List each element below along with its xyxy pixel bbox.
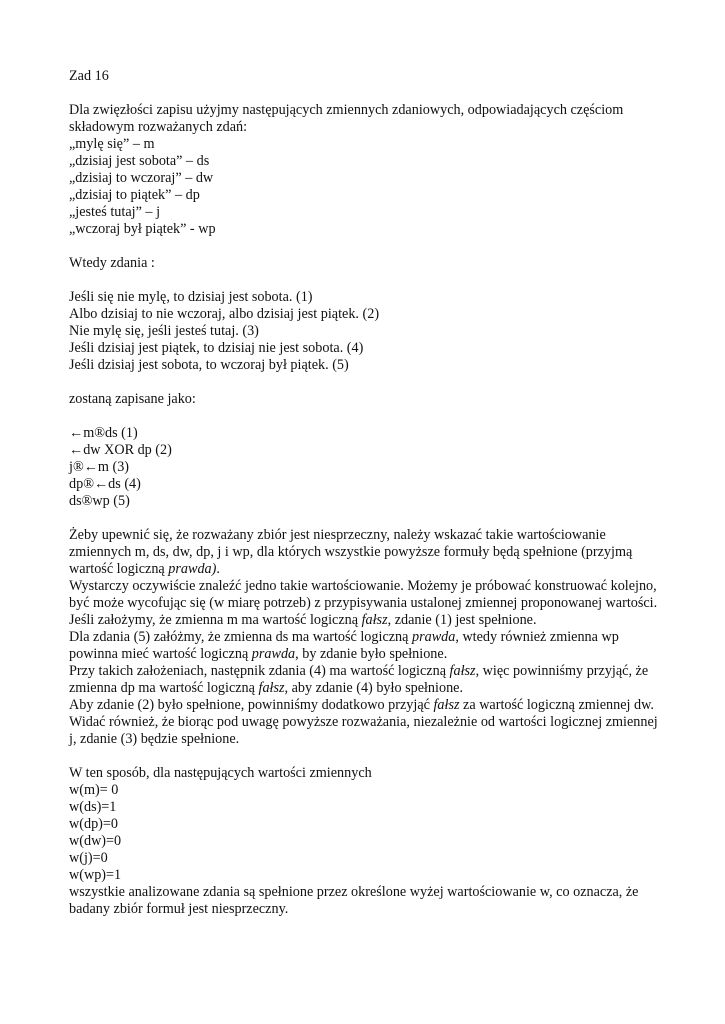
formula-item: ←dw XOR dp (2): [69, 442, 172, 458]
sentence-item: Albo dzisiaj to nie wczoraj, albo dzisiaj jest piątek. (2): [69, 306, 380, 322]
italic-term: fałsz: [433, 697, 460, 713]
paragraph-text: Dla zdania (5) załóżmy, że zmienna ds ma wartość logiczną: [69, 629, 412, 645]
spacer: [69, 374, 665, 391]
spacer: [69, 408, 665, 425]
written-as-label: zostaną zapisane jako:: [69, 391, 196, 407]
italic-term: prawda: [411, 629, 456, 645]
paragraph-text: Przy takich założeniach, następnik zdania (4) ma wartość logiczną: [69, 663, 450, 679]
italic-term: fałsz: [449, 663, 476, 679]
paragraph: Wystarczy oczywiście znaleźć jedno takie wartościowanie. Możemy je próbować konstruować kolejno, być może wycofując się (w miarę potrzeb) z przypisywania ustalonej zmiennej proponowanej wartości.: [69, 578, 658, 611]
italic-term: prawda: [251, 646, 296, 662]
formula-item: dp®←ds (4): [69, 476, 141, 492]
value-item: w(m)= 0: [69, 782, 119, 798]
spacer: [69, 272, 665, 289]
value-item: w(wp)=1: [69, 867, 122, 883]
paragraph-text: .: [216, 561, 220, 577]
italic-term: prawda): [168, 561, 217, 577]
value-item: w(dp)=0: [69, 816, 118, 832]
value-item: w(dw)=0: [69, 833, 122, 849]
formula-item: ds®wp (5): [69, 493, 130, 509]
paragraph-text: , aby zdanie (4) było spełnione.: [284, 680, 464, 696]
value-item: w(j)=0: [69, 850, 108, 866]
sentence-item: Jeśli się nie mylę, to dzisiaj jest sobota. (1): [69, 289, 313, 305]
paragraph: [69, 612, 665, 629]
variable-item: „dzisiaj to piątek” – dp: [69, 187, 200, 203]
paragraph-text: Żeby upewnić się, że rozważany zbiór jest niesprzeczny, należy wskazać takie wartościowanie zmiennych m, ds, dw, dp, j i wp, dla których wszystkie powyższe formuły będą spełnione (przyjmą wartość logiczną: [69, 527, 633, 577]
value-list: [69, 782, 665, 884]
value-item: w(ds)=1: [69, 799, 117, 815]
conclusion-paragraph: wszystkie analizowane zdania są spełnione przez określone wyżej wartościowanie w, co oznacza, że badany zbiór formuł jest niesprzeczny.: [69, 884, 639, 917]
paragraph: [69, 663, 665, 697]
variable-item: „wczoraj był piątek” - wp: [69, 221, 216, 237]
sentence-item: Nie mylę się, jeśli jesteś tutaj. (3): [69, 323, 259, 339]
variable-item: „mylę się” – m: [69, 136, 155, 152]
italic-term: fałsz: [361, 612, 388, 628]
formula-item: ←m®ds (1): [69, 425, 138, 441]
paragraph: [69, 527, 665, 578]
variable-item: „dzisiaj to wczoraj” – dw: [69, 170, 214, 186]
paragraph-text: Jeśli założymy, że zmienna m ma wartość logiczną: [69, 612, 362, 628]
paragraph: [69, 697, 665, 714]
intro-paragraph: Dla zwięzłości zapisu użyjmy następujących zmiennych zdaniowych, odpowiadających częściom składowym rozważanych zdań:: [69, 102, 624, 135]
italic-term: fałsz: [258, 680, 285, 696]
sentence-list: [69, 289, 665, 374]
values-intro: W ten sposób, dla następujących wartości zmiennych: [69, 765, 372, 781]
paragraph: [69, 629, 665, 663]
paragraph-text: , więc powinniśmy przyjąć, że zmienna dp ma wartość logiczną: [69, 663, 649, 696]
then-label: Wtedy zdania :: [69, 255, 155, 271]
paragraph-text: , wtedy również zmienna wp powinna mieć wartość logiczną: [69, 629, 619, 662]
paragraph-text: , zdanie (1) jest spełnione.: [387, 612, 537, 628]
exercise-title: Zad 16: [69, 68, 109, 84]
paragraph-text: za wartość logiczną zmiennej dw.: [459, 697, 654, 713]
variable-list: [69, 136, 665, 238]
variable-item: „jesteś tutaj” – j: [69, 204, 161, 220]
sentence-item: Jeśli dzisiaj jest sobota, to wczoraj był piątek. (5): [69, 357, 349, 373]
document-page: [69, 68, 665, 918]
formula-item: j®←m (3): [69, 459, 130, 475]
paragraph-text: Aby zdanie (2) było spełnione, powinniśmy dodatkowo przyjąć: [69, 697, 434, 713]
variable-item: „dzisiaj jest sobota” – ds: [69, 153, 210, 169]
spacer: [69, 510, 665, 527]
paragraph: Widać również, że biorąc pod uwagę powyższe rozważania, niezależnie od wartości logicznej zmiennej j, zdanie (3) będzie spełnione.: [69, 714, 658, 747]
spacer: [69, 238, 665, 255]
paragraph-text: , by zdanie było spełnione.: [295, 646, 448, 662]
spacer: [69, 85, 665, 102]
sentence-item: Jeśli dzisiaj jest piątek, to dzisiaj nie jest sobota. (4): [69, 340, 364, 356]
formula-list: [69, 425, 665, 510]
spacer: [69, 748, 665, 765]
